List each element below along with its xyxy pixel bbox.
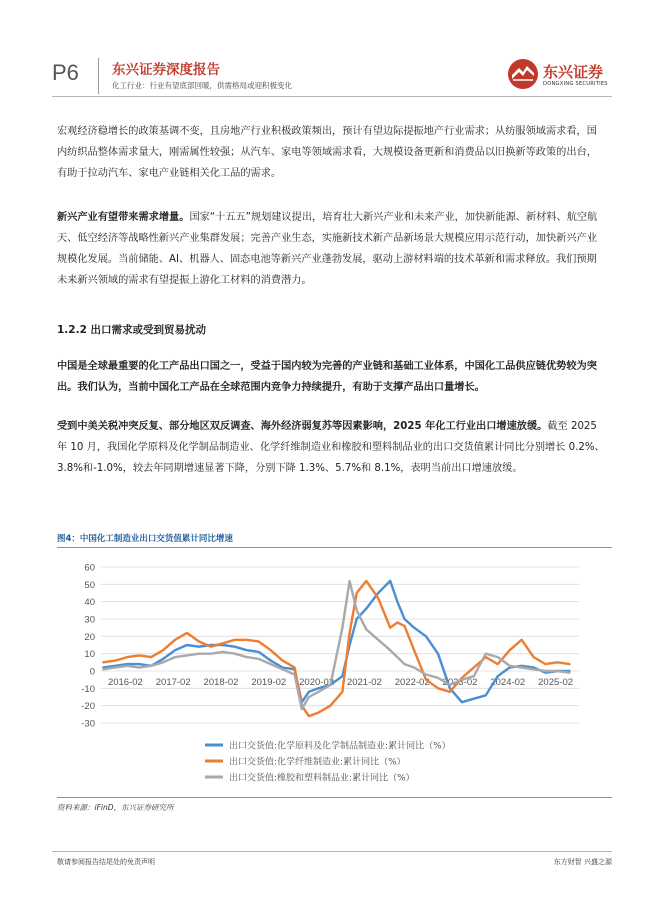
x-tick-label: 2023-02 [442,677,478,688]
y-tick-label: 60 [84,562,95,574]
paragraph-emerging-industries [57,207,605,291]
header-divider [98,58,99,94]
y-tick-label: -20 [81,701,95,713]
figure-bottom-rule [57,797,612,798]
chart-svg [57,553,612,793]
y-tick-label: -30 [81,718,95,730]
y-tick-label: 40 [84,597,95,609]
page-number: P6 [52,60,79,85]
x-tick-label: 2021-02 [346,677,382,688]
y-tick-label: -10 [81,683,95,695]
footer-slogan: 东方财智 兴盛之源 [553,858,612,866]
brand-logo [505,55,615,95]
footer-rule [52,851,612,852]
paragraph-body: 国家“十五五”规划建议提出，培育壮大新兴产业和未来产业，加快新能源、新材料、航空航天、低空经济等战略性新兴产业集群发展；完善产业生态，实施新技术新产品新场景大规模应用示范行动，加快新兴产业规模化发展。当前储能、AI、机器人、固态电池等新兴产业蓬勃发展，驱动上游材料端的技术革新和需求释放。我们预期未来新兴领域的需求有望提振上游化工材料的消费潜力。 [57,212,598,286]
x-tick-label: 2018-02 [203,677,239,688]
logo-mark-icon [505,55,541,93]
logo-text: 东兴证券 [543,63,604,81]
figure-top-rule [57,547,612,548]
x-tick-label: 2020-02 [299,677,335,688]
series-line-3 [103,581,569,709]
line-chart [57,553,612,793]
report-title: 东兴证券深度报告 [112,62,220,78]
paragraph-export-slowdown [57,416,605,479]
figure-source: 资料来源：iFinD，东兴证券研究所 [57,803,174,812]
section-heading: 1.2.2 出口需求或受到贸易扰动 [57,324,207,336]
x-tick-label: 2017-02 [155,677,191,688]
footer-disclaimer: 敬请参阅报告结尾处的免责声明 [57,858,155,866]
paragraph-lead: 受到中美关税冲突反复、部分地区双反调查、海外经济弱复苏等因素影响，2025 年化工行业出口增速放缓。 [57,421,548,432]
header-rule [52,96,612,97]
y-tick-label: 10 [84,649,95,661]
x-tick-label: 2016-02 [107,677,143,688]
y-tick-label: 0 [89,666,95,678]
logo-english: DONGXING SECURITIES [543,81,608,87]
legend-label: 出口交货值:橡胶和塑料制品业:累计同比（%） [229,773,415,784]
paragraph-demand: 宏观经济稳增长的政策基调不变，且房地产行业积极政策频出，预计有望边际提振地产行业需求；从纺服领域需求看，国内纺织品整体需求量大，刚需属性较强；从汽车、家电等领域需求看，大规模设备更新和消费品以旧换新等政策的出台，有助于拉动汽车、家电产业链相关化工品的需求。 [57,126,597,179]
x-tick-label: 2025-02 [538,677,574,688]
report-subtitle: 化工行业：行业有望底部回暖，供需格局或迎积极变化 [112,81,292,90]
paragraph-lead: 中国是全球最重要的化工产品出口国之一，受益于国内较为完善的产业链和基础工业体系，中国化工品供应链优势较为突出。我们认为，当前中国化工产品在全球范围内竞争力持续提升，有助于支撑产品出口量增长。 [57,361,597,393]
paragraph-body: 截至 2025 年 10 月，我国化学原料及化学制品制造业、化学纤维制造业和橡胶和塑料制品业的出口交货值累计同比分别增长 0.2%、3.8%和-1.0%，较去年同期增速显著下降，分别下降 1.3%、5.7%和 8.1%，表明当前出口增速放缓。 [57,421,605,474]
paragraph-export-advantage [57,356,605,398]
y-tick-label: 50 [84,579,95,591]
legend-label: 出口交货值:化学纤维制造业:累计同比（%） [229,757,406,768]
paragraph-lead: 新兴产业有望带来需求增量。 [57,212,190,223]
legend-label: 出口交货值:化学原料及化学制品制造业:累计同比（%） [229,741,451,752]
x-tick-label: 2022-02 [394,677,430,688]
y-tick-label: 20 [84,631,95,643]
x-tick-label: 2024-02 [490,677,526,688]
x-tick-label: 2019-02 [251,677,287,688]
series-line-2 [103,581,569,716]
figure-title: 图4：中国化工制造业出口交货值累计同比增速 [57,534,233,544]
y-tick-label: 30 [84,614,95,626]
